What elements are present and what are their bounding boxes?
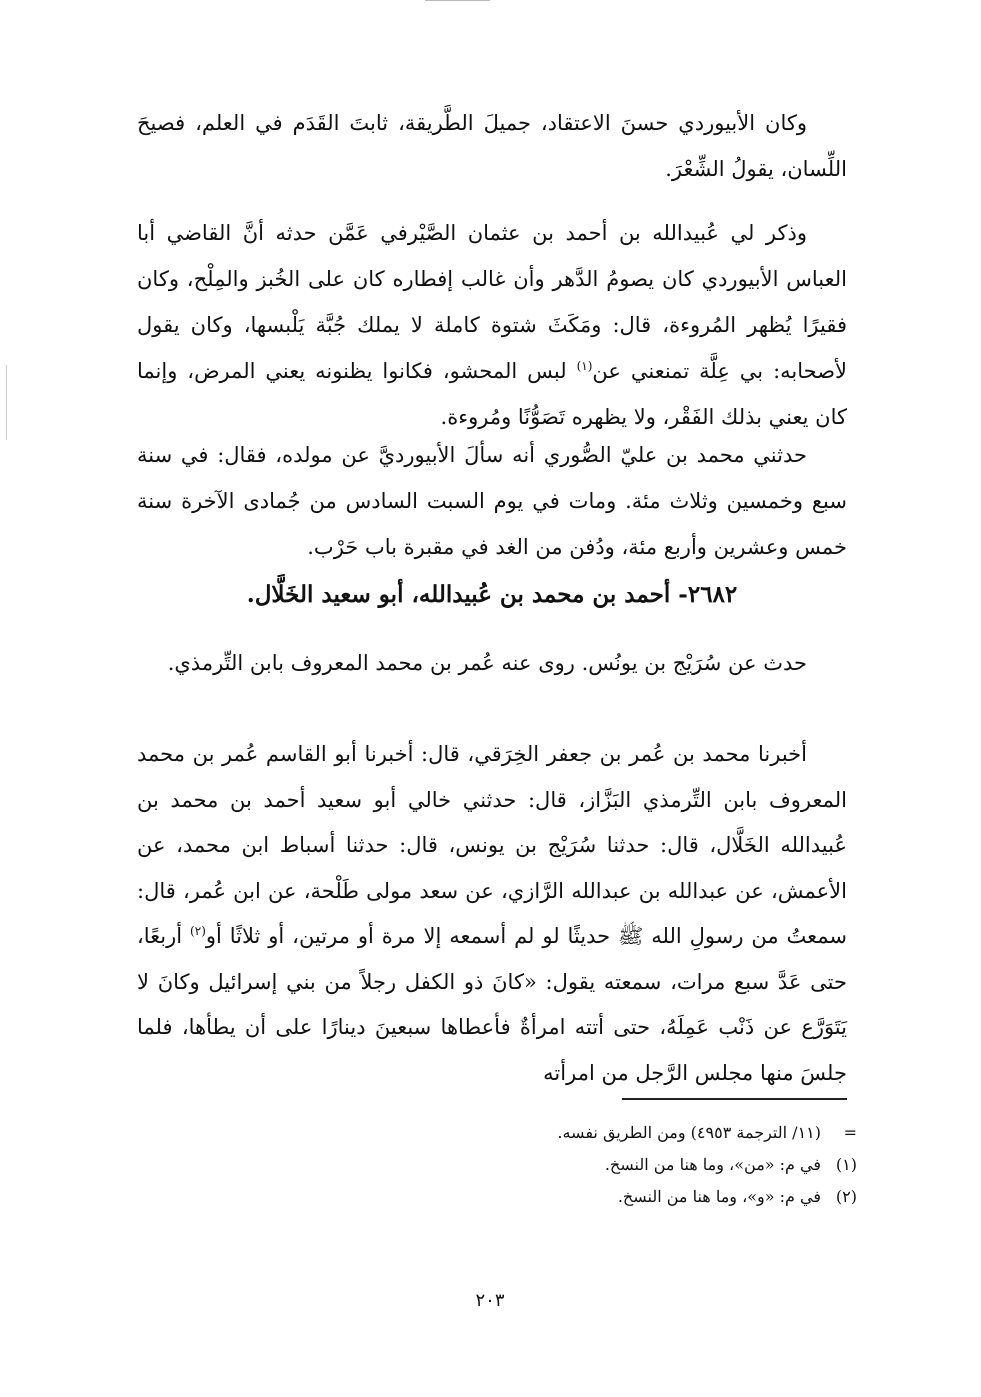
- footnote-text: في م: «من»، وما هنا من النسخ.: [604, 1155, 821, 1174]
- page-number: ٢٠٣: [475, 1290, 505, 1311]
- paragraph-2-text: [137, 210, 847, 440]
- footnote-2: [400, 1181, 857, 1213]
- footnotes: [400, 1117, 857, 1213]
- paragraph-3-text: حدثني محمد بن عليّ الصُّوري أنه سألَ الأبيورديَّ عن مولده، فقال: في سنة سبع وخمسين وثلاث مئة. ومات في يوم السبت السادس من جُمادى الآخرة سنة خمس وعشرين وأربع مئة، ودُفن من الغد في مقبرة باب حَرْب.: [137, 443, 847, 559]
- paragraph-5-part-b: أربعًا، حتى عَدَّ سبع مرات، سمعته يقول: «كانَ ذو الكفل رجلاً من بني إسرائيل وكانَ لا يَتَوَرَّع عن ذَنْب عَمِلَهُ، حتى أتته امرأةٌ فأعطاها سبعينَ دينارًا على أن يطأها، فلما جلسَ منها مجلس الرَّجل من امرأته: [137, 924, 847, 1085]
- footnote-marker: =: [843, 1123, 857, 1142]
- paragraph-1-text: وكان الأبيوردي حسنَ الاعتقاد، جميلَ الطَّريقة، ثابتَ القَدَم في العلم، فصيحَ اللِّسان، يقولُ الشِّعْرَ.: [137, 111, 847, 181]
- paragraph-4-text: حدث عن سُرَيْج بن يونُس. روى عنه عُمر بن محمد المعروف بابن التِّرمذي.: [167, 651, 807, 675]
- paragraph-5-part-a: أخبرنا محمد بن عُمر بن جعفر الخِرَقي، قال: أخبرنا أبو القاسم عُمر بن محمد المعروف بابن التِّرمذي البَزَّاز، قال: حدثني خالي أبو سعيد أحمد بن محمد بن عُبيدالله الخَلَّال، قال: حدثنا سُرَيْج بن يونس، قال: حدثنا أسباط ابن محمد، عن الأعمش، عن عبدالله بن عبدالله الرَّازي، عن سعد مولى طَلْحة، عن ابن عُمر، قال: سمعتُ من رسولِ الله ﷺ حديثًا لو لم أسمعه إلا مرة أو مرتين، أو ثلاثًا أو: [137, 742, 847, 948]
- footnote-continuation: [400, 1117, 857, 1149]
- paragraph-1: [137, 100, 847, 192]
- paragraph-2: [137, 210, 847, 440]
- footnote-marker: (٢): [835, 1187, 857, 1206]
- footnote-text: (١١/ الترجمة ٤٩٥٣) ومن الطريق نفسه.: [557, 1123, 821, 1142]
- footnote-ref-1: (١): [576, 359, 593, 373]
- footnote-marker: (١): [835, 1155, 857, 1174]
- paragraph-5: [137, 732, 847, 1096]
- footnote-1: [400, 1149, 857, 1181]
- scan-artifact-top: [425, 0, 490, 1]
- paragraph-2-part-a: وذكر لي عُبيدالله بن أحمد بن عثمان الصَّيْرفي عَمَّن حدثه أنَّ القاضي أبا العباس الأبيوردي كان يصومُ الدَّهر وأن غالب إفطاره كان على الخُبز والمِلْح، وكان فقيرًا يُظهر المُروءة، قال: ومَكَثَ شتوة كاملة لا يملك جُبَّة يَلْبسها، وكان يقول لأصحابه: بي عِلَّة تمنعني عن: [137, 221, 848, 383]
- entry-heading: ٢٦٨٢- أحمد بن محمد بن عُبيدالله، أبو سعيد الخَلَّال.: [246, 581, 738, 608]
- footnote-text: في م: «و»، وما هنا من النسخ.: [617, 1187, 821, 1206]
- scan-artifact-left: [6, 365, 7, 440]
- paragraph-2-part-b: لبس المحشو، فكانوا يظنونه يعني المرض، وإنما كان يعني بذلك الفَقْر، ولا يظهره تَصَوُّنًا ومُروءة.: [137, 359, 847, 429]
- paragraph-3: [137, 432, 847, 570]
- footnote-separator: [622, 1098, 847, 1100]
- paragraph-4: [137, 640, 847, 686]
- paragraph-5-text: [137, 732, 847, 1096]
- footnote-ref-2: (٢): [190, 924, 206, 938]
